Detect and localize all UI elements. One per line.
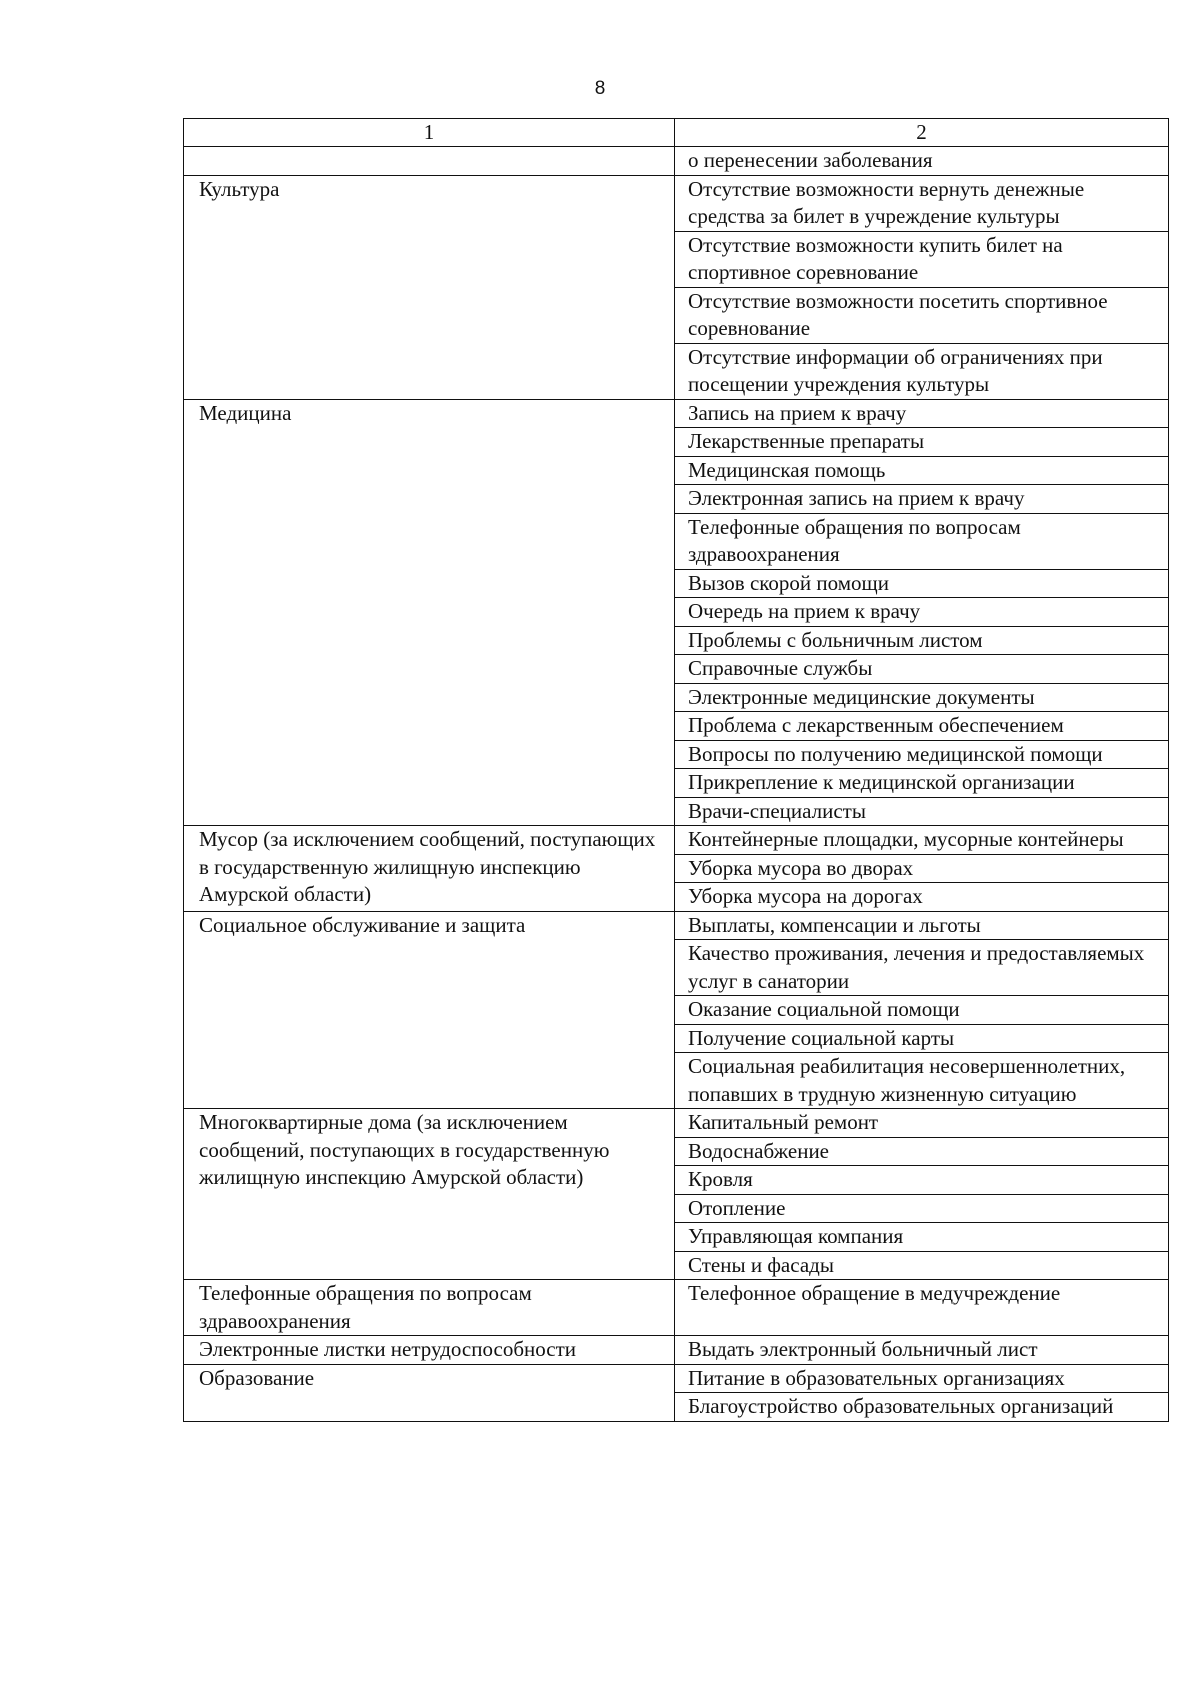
category-cell: Социальное обслуживание и защита (184, 911, 675, 1109)
topic-cell: Получение социальной карты (675, 1024, 1169, 1053)
topic-cell: Отсутствие возможности вернуть денежные средства за билет в учреждение культуры (675, 175, 1169, 231)
topic-cell: Проблема с лекарственным обеспечением (675, 712, 1169, 741)
table-row (184, 826, 1169, 855)
table-row (184, 175, 1169, 231)
table-row (184, 1280, 1169, 1336)
topic-cell: Социальная реабилитация несовершеннолетних, попавших в трудную жизненную ситуацию (675, 1053, 1169, 1109)
topic-cell: Очередь на прием к врачу (675, 598, 1169, 627)
topic-cell: Выплаты, компенсации и льготы (675, 911, 1169, 940)
continuation-cell: о перенесении заболевания (675, 147, 1169, 176)
table-row (184, 399, 1169, 428)
topic-cell: Лекарственные препараты (675, 428, 1169, 457)
topic-cell: Медицинская помощь (675, 456, 1169, 485)
topic-cell: Уборка мусора на дорогах (675, 883, 1169, 912)
topic-cell: Оказание социальной помощи (675, 996, 1169, 1025)
topic-cell: Кровля (675, 1166, 1169, 1195)
topic-cell: Управляющая компания (675, 1223, 1169, 1252)
topic-cell: Стены и фасады (675, 1251, 1169, 1280)
empty-category-cell (184, 147, 675, 176)
topic-cell: Благоустройство образовательных организаций (675, 1393, 1169, 1422)
category-cell: Электронные листки нетрудоспособности (184, 1336, 675, 1365)
category-cell: Многоквартирные дома (за исключением сообщений, поступающих в государственную жилищную инспекцию Амурской области) (184, 1109, 675, 1280)
page-number: 8 (594, 78, 606, 99)
table-row (184, 1336, 1169, 1365)
topic-cell: Водоснабжение (675, 1137, 1169, 1166)
category-cell: Культура (184, 175, 675, 399)
category-cell: Телефонные обращения по вопросам здравоохранения (184, 1280, 675, 1336)
topic-cell: Выдать электронный больничный лист (675, 1336, 1169, 1365)
topic-cell: Отсутствие возможности посетить спортивное соревнование (675, 287, 1169, 343)
table-row (184, 1364, 1169, 1393)
topic-cell: Электронные медицинские документы (675, 683, 1169, 712)
topic-cell: Справочные службы (675, 655, 1169, 684)
topic-cell: Проблемы с больничным листом (675, 626, 1169, 655)
table-header-row (184, 119, 1169, 147)
category-cell: Медицина (184, 399, 675, 826)
topic-cell: Отсутствие возможности купить билет на спортивное соревнование (675, 231, 1169, 287)
column-header-2: 2 (675, 119, 1169, 147)
topic-cell: Телефонные обращения по вопросам здравоохранения (675, 513, 1169, 569)
continuation-row (184, 147, 1169, 176)
topic-cell: Отопление (675, 1194, 1169, 1223)
category-cell: Мусор (за исключением сообщений, поступающих в государственную жилищную инспекцию Амурской области) (184, 826, 675, 912)
topic-cell: Вопросы по получению медицинской помощи (675, 740, 1169, 769)
topic-cell: Отсутствие информации об ограничениях при посещении учреждения культуры (675, 343, 1169, 399)
topic-cell: Прикрепление к медицинской организации (675, 769, 1169, 798)
topic-cell: Уборка мусора во дворах (675, 854, 1169, 883)
topic-cell: Электронная запись на прием к врачу (675, 485, 1169, 514)
topics-table (183, 118, 1169, 1422)
category-cell: Образование (184, 1364, 675, 1421)
topic-cell: Запись на прием к врачу (675, 399, 1169, 428)
topic-cell: Врачи-специалисты (675, 797, 1169, 826)
column-header-1: 1 (184, 119, 675, 147)
topic-cell: Контейнерные площадки, мусорные контейнеры (675, 826, 1169, 855)
topic-cell: Капитальный ремонт (675, 1109, 1169, 1138)
table-row (184, 1109, 1169, 1138)
topic-cell: Телефонное обращение в медучреждение (675, 1280, 1169, 1336)
topic-cell: Питание в образовательных организациях (675, 1364, 1169, 1393)
topic-cell: Качество проживания, лечения и предоставляемых услуг в санатории (675, 940, 1169, 996)
table-row (184, 911, 1169, 940)
topic-cell: Вызов скорой помощи (675, 569, 1169, 598)
